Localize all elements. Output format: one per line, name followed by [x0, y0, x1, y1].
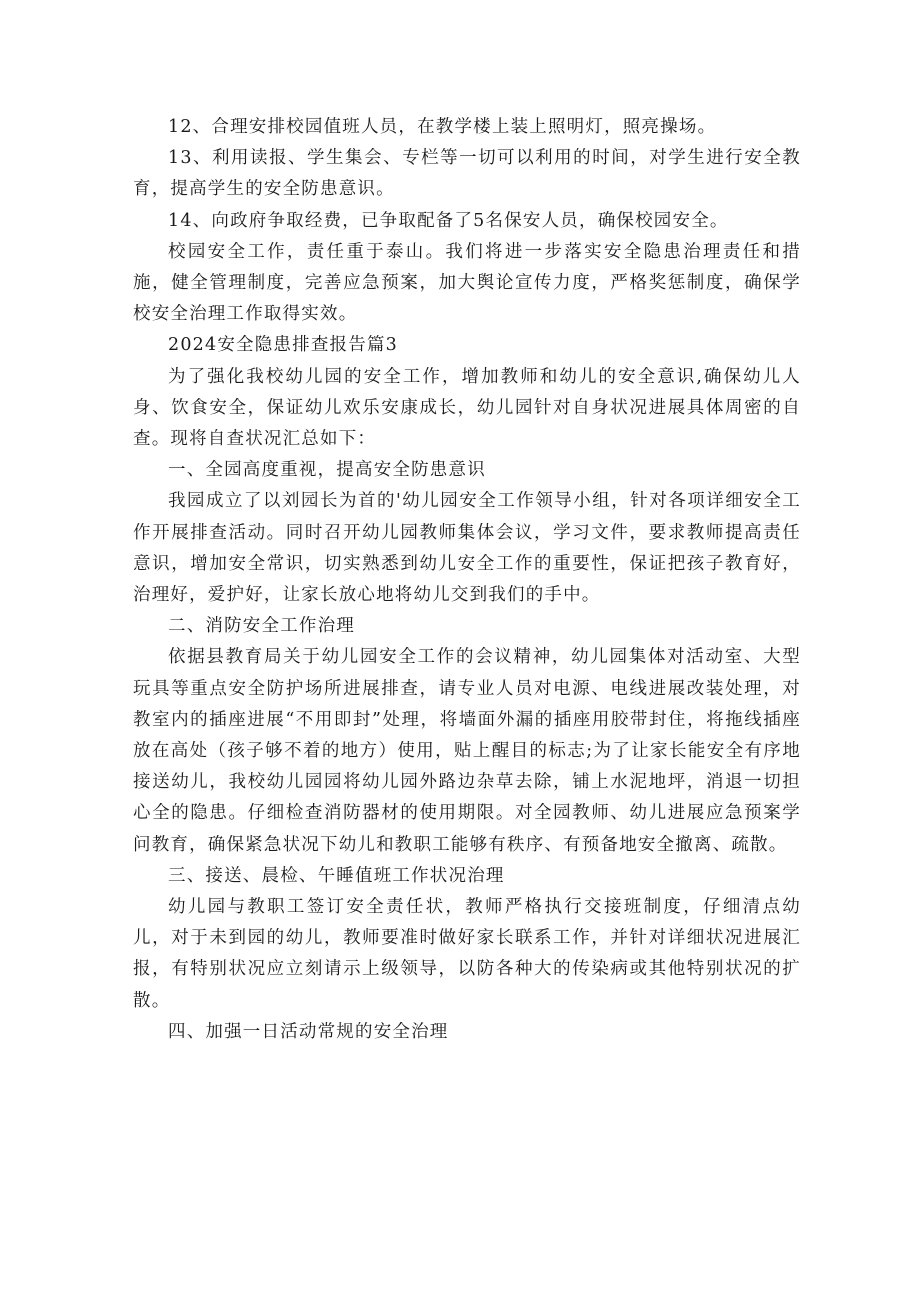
subheading-1: 一、全园高度重视，提高安全防患意识	[168, 460, 486, 481]
paragraph-duty: 幼儿园与教职工签订安全责任状，教师严格执行交接班制度，仔细清点幼儿，对于未到园的幼儿，教师要准时做好家长联系工作，并针对详细状况进展汇报，有特别状况应立刻请示上级领导，以防各种大的传染病或其他特别状况的扩散。	[133, 897, 801, 1011]
paragraph-item-12: 12、合理安排校园值班人员，在教学楼上装上照明灯，照亮操场。	[168, 117, 717, 137]
paragraph-intro: 为了强化我校幼儿园的安全工作，增加教师和幼儿的安全意识,确保幼儿人身、饮食安全，保证幼儿欢乐安康成长，幼儿园针对自身状况进展具体周密的自查。现将自查状况汇总如下：	[133, 366, 801, 450]
paragraph-conclusion: 校园安全工作，责任重于泰山。我们将进一步落实安全隐患治理责任和措施，健全管理制度，完善应急预案，加大舆论宣传力度，严格奖惩制度，确保学校安全治理工作取得实效。	[133, 241, 801, 325]
subheading-3: 三、接送、晨检、午睡值班工作状况治理	[168, 865, 505, 886]
subheading-4: 四、加强一日活动常规的安全治理	[168, 1021, 449, 1042]
section-title: 2024安全隐患排查报告篇3	[168, 335, 398, 356]
paragraph-leadership: 我园成立了以刘园长为首的'幼儿园安全工作领导小组，针对各项详细安全工作开展排查活动。同时召开幼儿园教师集体会议，学习文件，要求教师提高责任意识，增加安全常识，切实熟悉到幼儿安全工作的重要性，保证把孩子教育好，治理好，爱护好，让家长放心地将幼儿交到我们的手中。	[133, 491, 801, 606]
paragraph-item-14: 14、向政府争取经费，已争取配备了5名保安人员，确保校园安全。	[168, 210, 729, 231]
subheading-2: 二、消防安全工作治理	[168, 616, 355, 637]
paragraph-fire-safety: 依据县教育局关于幼儿园安全工作的会议精神，幼儿园集体对活动室、大型玩具等重点安全防护场所进展排查，请专业人员对电源、电线进展改装处理，对教室内的插座进展“不用即封”处理，将墙面外漏的插座用胶带封住，将拖线插座放在高处（孩子够不着的地方）使用，贴上醒目的标志;为了让家长能安全有序地接送幼儿，我校幼儿园园将幼儿园外路边杂草去除，铺上水泥地坪，消退一切担心全的隐患。仔细检查消防器材的使用期限。对全园教师、幼儿进展应急预案学问教育，确保紧急状况下幼儿和教职工能够有秩序、有预备地安全撤离、疏散。	[133, 647, 801, 855]
document-body	[133, 112, 801, 1048]
paragraph-item-13: 13、利用读报、学生集会、专栏等一切可以利用的时间，对学生进行安全教育，提高学生的安全防患意识。	[133, 148, 801, 200]
